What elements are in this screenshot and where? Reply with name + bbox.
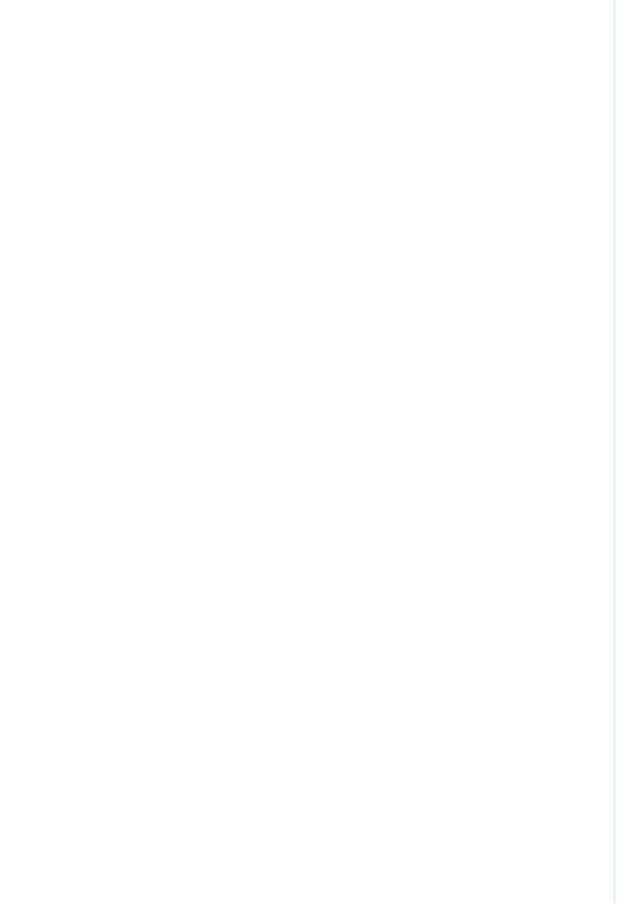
section-sidebar <box>614 0 638 903</box>
